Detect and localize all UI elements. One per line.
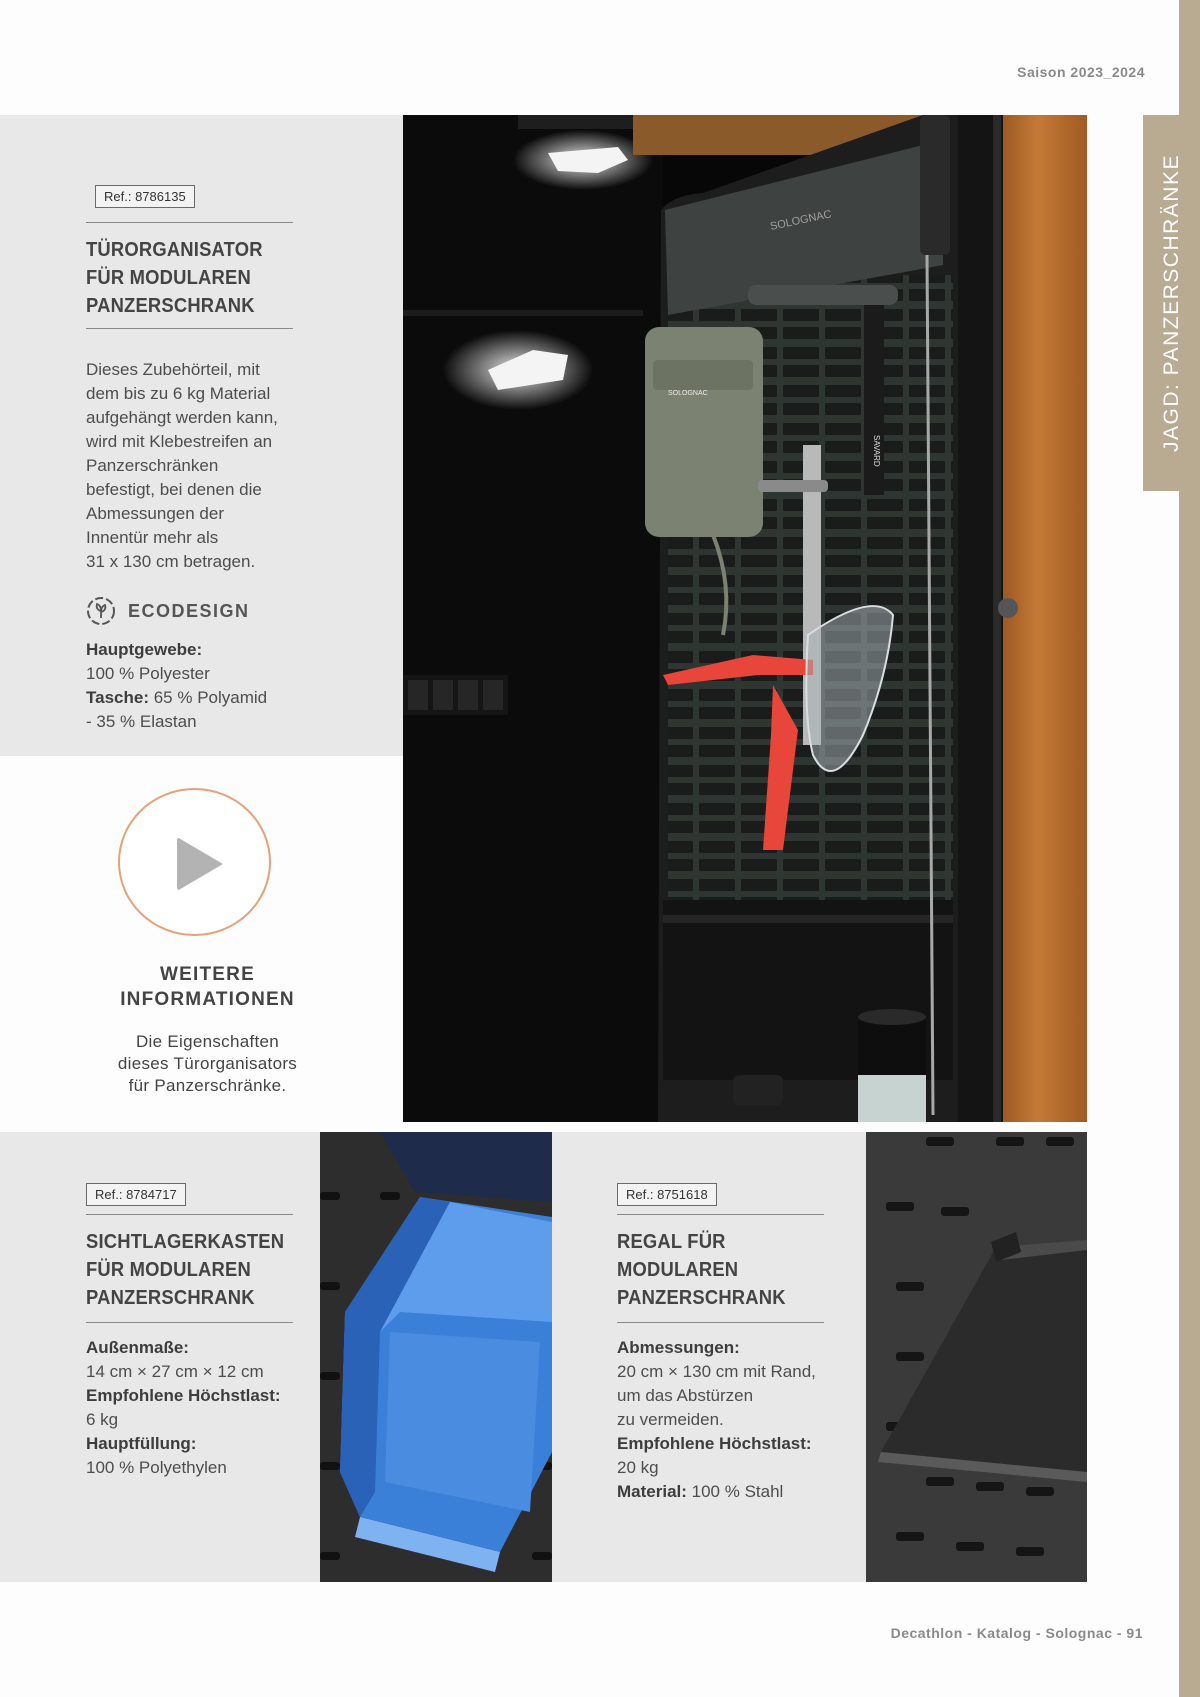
brand-label: SOLOGNAC — [769, 208, 833, 233]
divider — [86, 222, 293, 223]
section-tab-label: JAGD: PANZERSCHRÄNKE — [1159, 154, 1183, 452]
divider — [86, 328, 293, 329]
brand-label: SAVARD — [872, 435, 881, 467]
product-photo-bin — [320, 1132, 552, 1582]
product-panel-organizer — [0, 115, 403, 756]
section-tab — [1143, 115, 1200, 491]
divider — [617, 1322, 824, 1323]
product-specs: Außenmaße: 14 cm × 27 cm × 12 cm Empfohlene Höchstlast: 6 kg Hauptfüllung: 100 % Polyethylen — [86, 1338, 281, 1477]
brand-label: SOLOGNAC — [668, 390, 708, 397]
video-play-button[interactable] — [118, 788, 271, 936]
season-label: Saison 2023_2024 — [1017, 64, 1145, 80]
product-panel-shelf — [552, 1132, 866, 1582]
divider — [86, 1214, 293, 1215]
divider — [86, 1322, 293, 1323]
product-photo-shelf — [866, 1132, 1087, 1582]
page-footer: Decathlon - Katalog - Solognac - 91 — [890, 1625, 1143, 1641]
product-title: REGAL FÜR MODULAREN PANZERSCHRANK — [617, 1231, 786, 1309]
divider — [617, 1214, 824, 1215]
product-description: Dieses Zubehörteil, mit dem bis zu 6 kg Material aufgehängt werden kann, wird mit Klebestreifen an Panzerschränken befestigt, bei denen die Abmessungen der Innentür mehr als 31 x 130 cm betragen. — [86, 360, 278, 571]
ref-number: Ref.: 8751618 — [617, 1183, 717, 1206]
product-panel-bin — [0, 1132, 320, 1582]
leaf-icon — [86, 596, 116, 626]
more-info-title: WEITERE INFORMATIONEN — [120, 964, 295, 1010]
ecodesign-badge — [86, 596, 250, 626]
play-icon — [177, 837, 223, 891]
ref-number: Ref.: 8786135 — [95, 185, 195, 208]
product-specs: Abmessungen: 20 cm × 130 cm mit Rand, um das Abstürzen zu vermeiden. Empfohlene Höchstlast: 20 kg Material: 100 % Stahl — [617, 1338, 816, 1501]
more-info-description: Die Eigenschaften dieses Türorganisators für Panzerschränke. — [117, 1032, 298, 1095]
ref-number: Ref.: 8784717 — [86, 1183, 186, 1206]
product-title: TÜRORGANISATOR FÜR MODULAREN PANZERSCHRANK — [86, 239, 263, 317]
product-specs: Hauptgewebe: 100 % Polyester Tasche: 65 % Polyamid - 35 % Elastan — [86, 640, 268, 731]
product-photo-organizer — [403, 115, 1087, 1122]
ecodesign-label: ECODESIGN — [128, 600, 250, 621]
product-title: SICHTLAGERKASTEN FÜR MODULAREN PANZERSCHRANK — [86, 1231, 285, 1309]
